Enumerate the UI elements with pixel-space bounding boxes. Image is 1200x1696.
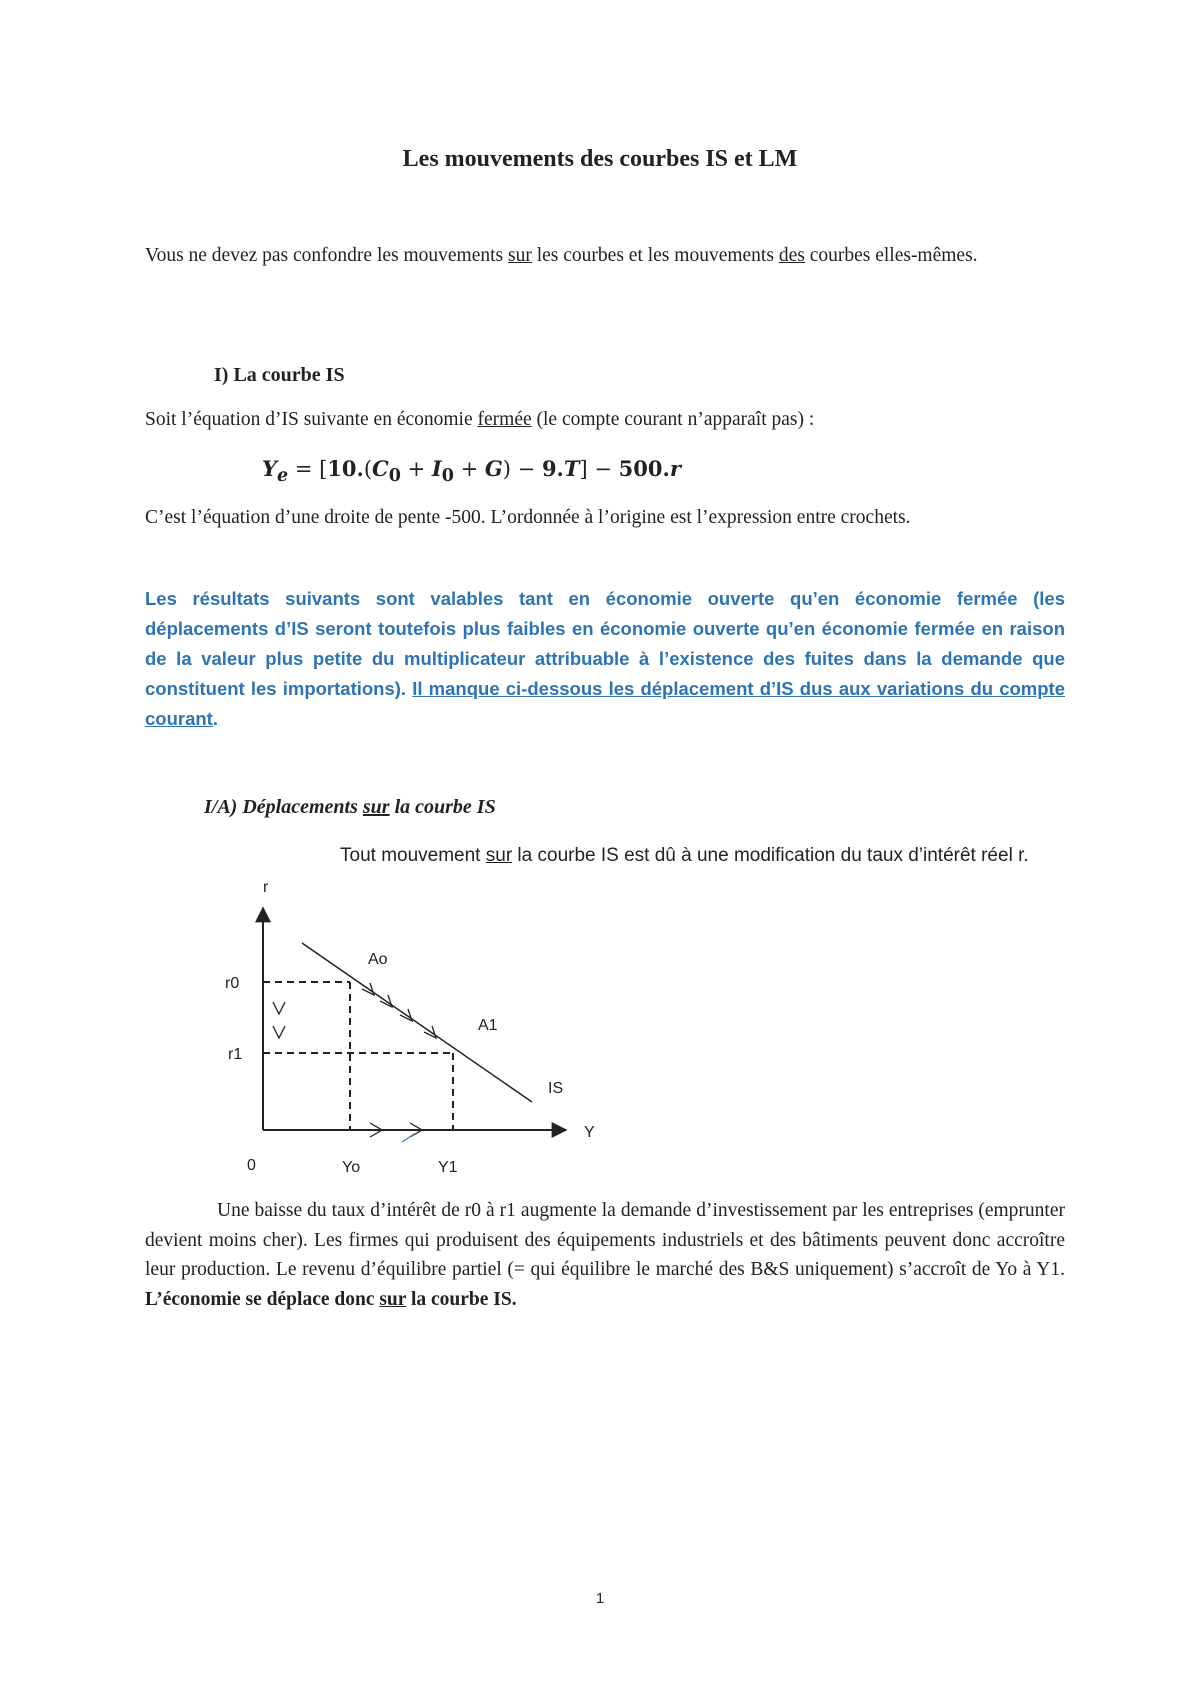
label-origin: 0 bbox=[247, 1157, 256, 1174]
label-y1: Y1 bbox=[438, 1159, 458, 1176]
line-description: C’est l’équation d’une droite de pente -500. L’ordonnée à l’origine est l’expression entre crochets. bbox=[145, 507, 911, 528]
blue-note: Les résultats suivants sont valables tant en économie ouverte qu’en économie fermée (les déplacements d’IS seront toutefois plus faibles en économie ouverte qu’en économie fermée en raison de la valeur plus petite du multiplicateur attribuable à l’existence des fuites dans la demande que constituent les importations). Il manque ci-dessous les déplacement d’IS dus aux variations du compte courant. bbox=[145, 588, 1065, 729]
section-heading-is: I) La courbe IS bbox=[214, 364, 345, 386]
explanation-paragraph: Une baisse du taux d’intérêt de r0 à r1 augmente la demande d’investissement par les entreprises (emprunter devient moins cher). Les firmes qui produisent des équipements industriels et des bâtiments peuvent donc accroître leur production. Le revenu d’équilibre partiel (= qui équilibre le marché des B&S uniquement) s’accroît de Yo à Y1. L’économie se déplace donc sur la courbe IS. bbox=[145, 1200, 1065, 1310]
r-arrow-mark-1 bbox=[273, 1002, 285, 1014]
label-r-axis: r bbox=[263, 879, 269, 896]
label-r1: r1 bbox=[228, 1046, 243, 1063]
is-equation: $Y_e = [10.(C_0 + I_0 + G) - 9.T] - 500.r$ bbox=[262, 456, 681, 487]
label-y0: Yo bbox=[342, 1159, 361, 1176]
missing-shifts-note: Il manque ci-dessous les déplacement d’IS dus aux variations du compte courant bbox=[145, 678, 1065, 729]
r-arrow-mark-2 bbox=[273, 1026, 285, 1038]
label-is: IS bbox=[548, 1080, 564, 1097]
label-r0: r0 bbox=[225, 975, 240, 992]
diagram-caption: Tout mouvement sur la courbe IS est dû à une modification du taux d’intérêt réel r. bbox=[340, 845, 1029, 866]
label-a1: A1 bbox=[478, 1017, 498, 1034]
page-number: 1 bbox=[595, 1590, 605, 1607]
label-a0: Ao bbox=[368, 951, 388, 968]
intro-paragraph: Vous ne devez pas confondre les mouvements sur les courbes et les mouvements des courbes elles-mêmes. bbox=[145, 245, 978, 266]
equation-intro: Soit l’équation d’IS suivante en économie fermée (le compte courant n’apparaît pas) : bbox=[145, 409, 815, 430]
label-y-axis: Y bbox=[584, 1124, 595, 1141]
subsection-heading-moves-on-is: I/A) Déplacements sur la courbe IS bbox=[204, 796, 496, 818]
y-arrow-mark-3 bbox=[402, 1134, 414, 1142]
page-title: Les mouvements des courbes IS et LM bbox=[402, 146, 798, 172]
